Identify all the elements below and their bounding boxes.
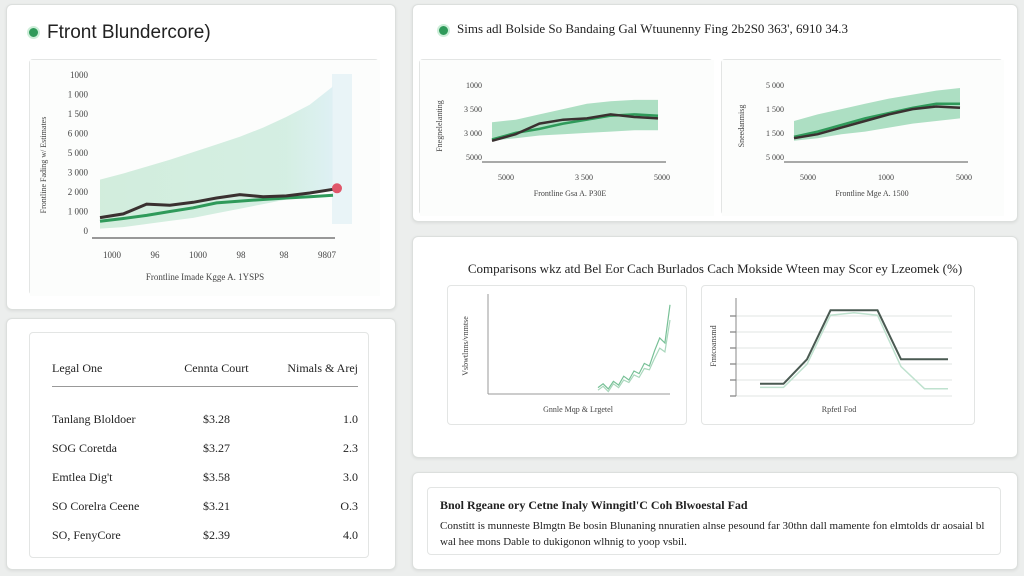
table-cell-cost: $3.27 [202, 440, 230, 455]
table-cell-cost: $3.58 [202, 469, 230, 484]
table-cell-value: 1.0 [343, 411, 358, 426]
table-cell-cost: $3.28 [202, 411, 230, 426]
x-tick-label: 98 [236, 250, 246, 260]
table-cell-value: 3.0 [343, 469, 358, 484]
series-line-profile [760, 310, 948, 384]
small-chart-right-frame [721, 59, 1003, 215]
y-tick-label: 1 000 [67, 206, 88, 217]
highlight-point [332, 183, 342, 193]
series-line-trace-a [598, 305, 670, 389]
note-body: Constitt is munneste Blmgtn Be bosin Blunaning nnuratien alnse pesound far 30thn dall mamente fon elmtolds dr aosaial bl wal hee mons Dable to dukigonon wlhnig to yoop vsbil. [440, 520, 985, 548]
series-line-shadow [760, 313, 948, 389]
main-chart-title: Ftront Blundercore) [47, 22, 211, 43]
status-dot-icon [437, 24, 450, 37]
x-tick-label: 1000 [189, 250, 207, 260]
y-tick-label: 2 000 [67, 187, 88, 197]
main-chart-title-row [27, 22, 211, 44]
table-cell-name: SOG Coretda [52, 440, 117, 455]
y-axis-title: Fmtcoansmd [709, 325, 718, 367]
y-tick-label: 3 000 [67, 167, 88, 178]
y-tick-label: 0 [83, 226, 88, 236]
x-axis-title: Frontline Mge A. 1500 [835, 189, 909, 198]
note-frame [427, 487, 1001, 555]
x-tick-label: 9807 [318, 250, 336, 260]
x-tick-label: 5000 [800, 173, 816, 182]
table-cell-name: Tanlang Bloldoer [52, 411, 136, 426]
small-chart-right [722, 60, 1004, 216]
table-cell-name: Emtlea Dig't [52, 469, 113, 484]
series-line-trace-b [598, 320, 670, 392]
x-axis-title: Frontline Gsa A. P30E [533, 189, 607, 198]
small-chart-left-frame [419, 59, 713, 215]
note-title: Bnol Rgeane ory Cetne Inaly Winngitl'C Coh Blwoestal Fad [440, 498, 748, 512]
table-cell-value: O.3 [340, 498, 358, 513]
top-right-title-row [437, 21, 848, 37]
x-axis-title: Frontline Imade Kgge A. 1YSPS [145, 272, 265, 282]
comparison-panel [412, 236, 1018, 458]
x-tick-label: 5000 [654, 173, 670, 182]
x-tick-label: 5000 [498, 173, 514, 182]
y-axis-title: Vsbwtlnns/vnmtse [461, 316, 470, 376]
comparison-chart-left [448, 286, 688, 426]
table-panel [6, 318, 396, 570]
x-tick-label: 1000 [103, 250, 121, 260]
x-tick-label: 5000 [956, 173, 972, 182]
status-dot-icon [27, 26, 40, 39]
y-tick-label: 3 000 [464, 129, 482, 138]
comparison-left-frame [447, 285, 687, 425]
top-right-title: Sims adl Bolside So Bandaing Gal Wtuunenny Fing 2b2S0 363', 6910 34.3 [457, 21, 849, 36]
table-cell-value: 4.0 [343, 527, 358, 542]
y-tick-label: 1000 [70, 70, 88, 80]
column-header-name: Legal One [52, 361, 172, 387]
table-cell-cost: $2.39 [202, 527, 230, 542]
forecast-shade [332, 74, 352, 224]
y-tick-label: 1 000 [67, 89, 88, 100]
small-chart-left [420, 60, 714, 216]
x-tick-label: 3 500 [575, 173, 593, 182]
table-row [52, 521, 358, 550]
y-tick-label: 5 000 [67, 148, 88, 158]
column-header-value: Nimals & Arej [261, 361, 358, 387]
note-panel [412, 472, 1018, 570]
x-tick-label: 1000 [878, 173, 894, 182]
y-axis-title: Fnegnelelanting [435, 100, 444, 152]
data-table [52, 361, 358, 550]
table-row [52, 492, 358, 521]
comparison-title: Comparisons wkz atd Bel Eor Cach Burlados Cach Mokside Wteen may Scor ey Lzeomek (%) [467, 261, 963, 276]
table-cell-name: SO Corelra Ceene [52, 498, 140, 513]
column-header-cost: Cennta Court [172, 361, 261, 387]
main-chart [30, 60, 380, 296]
x-axis-title: Rpfetl Fod [821, 405, 857, 414]
table-frame [29, 332, 369, 558]
table-row [52, 463, 358, 492]
x-tick-label: 98 [279, 250, 289, 260]
y-axis-title: Sneedanmisg [737, 104, 746, 148]
y-tick-label: 1 500 [766, 105, 784, 114]
y-tick-label: 1 500 [67, 109, 88, 119]
y-tick-label: 5 000 [766, 81, 784, 90]
table-cell-value: 2.3 [343, 440, 358, 455]
table-row [52, 405, 358, 434]
x-tick-label: 96 [150, 250, 160, 260]
main-chart-panel [6, 4, 396, 310]
top-right-panel [412, 4, 1018, 222]
y-tick-label: 3 500 [464, 105, 482, 114]
y-tick-label: 1000 [466, 81, 482, 90]
comparison-chart-right [702, 286, 976, 426]
y-axis-title: Frontline Fading w/ Estimates [39, 116, 48, 214]
table-row [52, 434, 358, 463]
y-tick-label: 5000 [466, 153, 482, 162]
main-chart-frame [29, 59, 379, 295]
table-body [52, 387, 358, 550]
table-cell-cost: $3.21 [202, 498, 230, 513]
table-header-row [52, 361, 358, 387]
y-tick-label: 5 000 [766, 153, 784, 162]
table-cell-name: SO, FenyCore [52, 527, 121, 542]
comparison-right-frame [701, 285, 975, 425]
y-tick-label: 6 000 [67, 128, 88, 139]
x-axis-title: Gnnle Mqp & Lrgetel [543, 405, 613, 414]
y-tick-label: 1 500 [766, 129, 784, 138]
